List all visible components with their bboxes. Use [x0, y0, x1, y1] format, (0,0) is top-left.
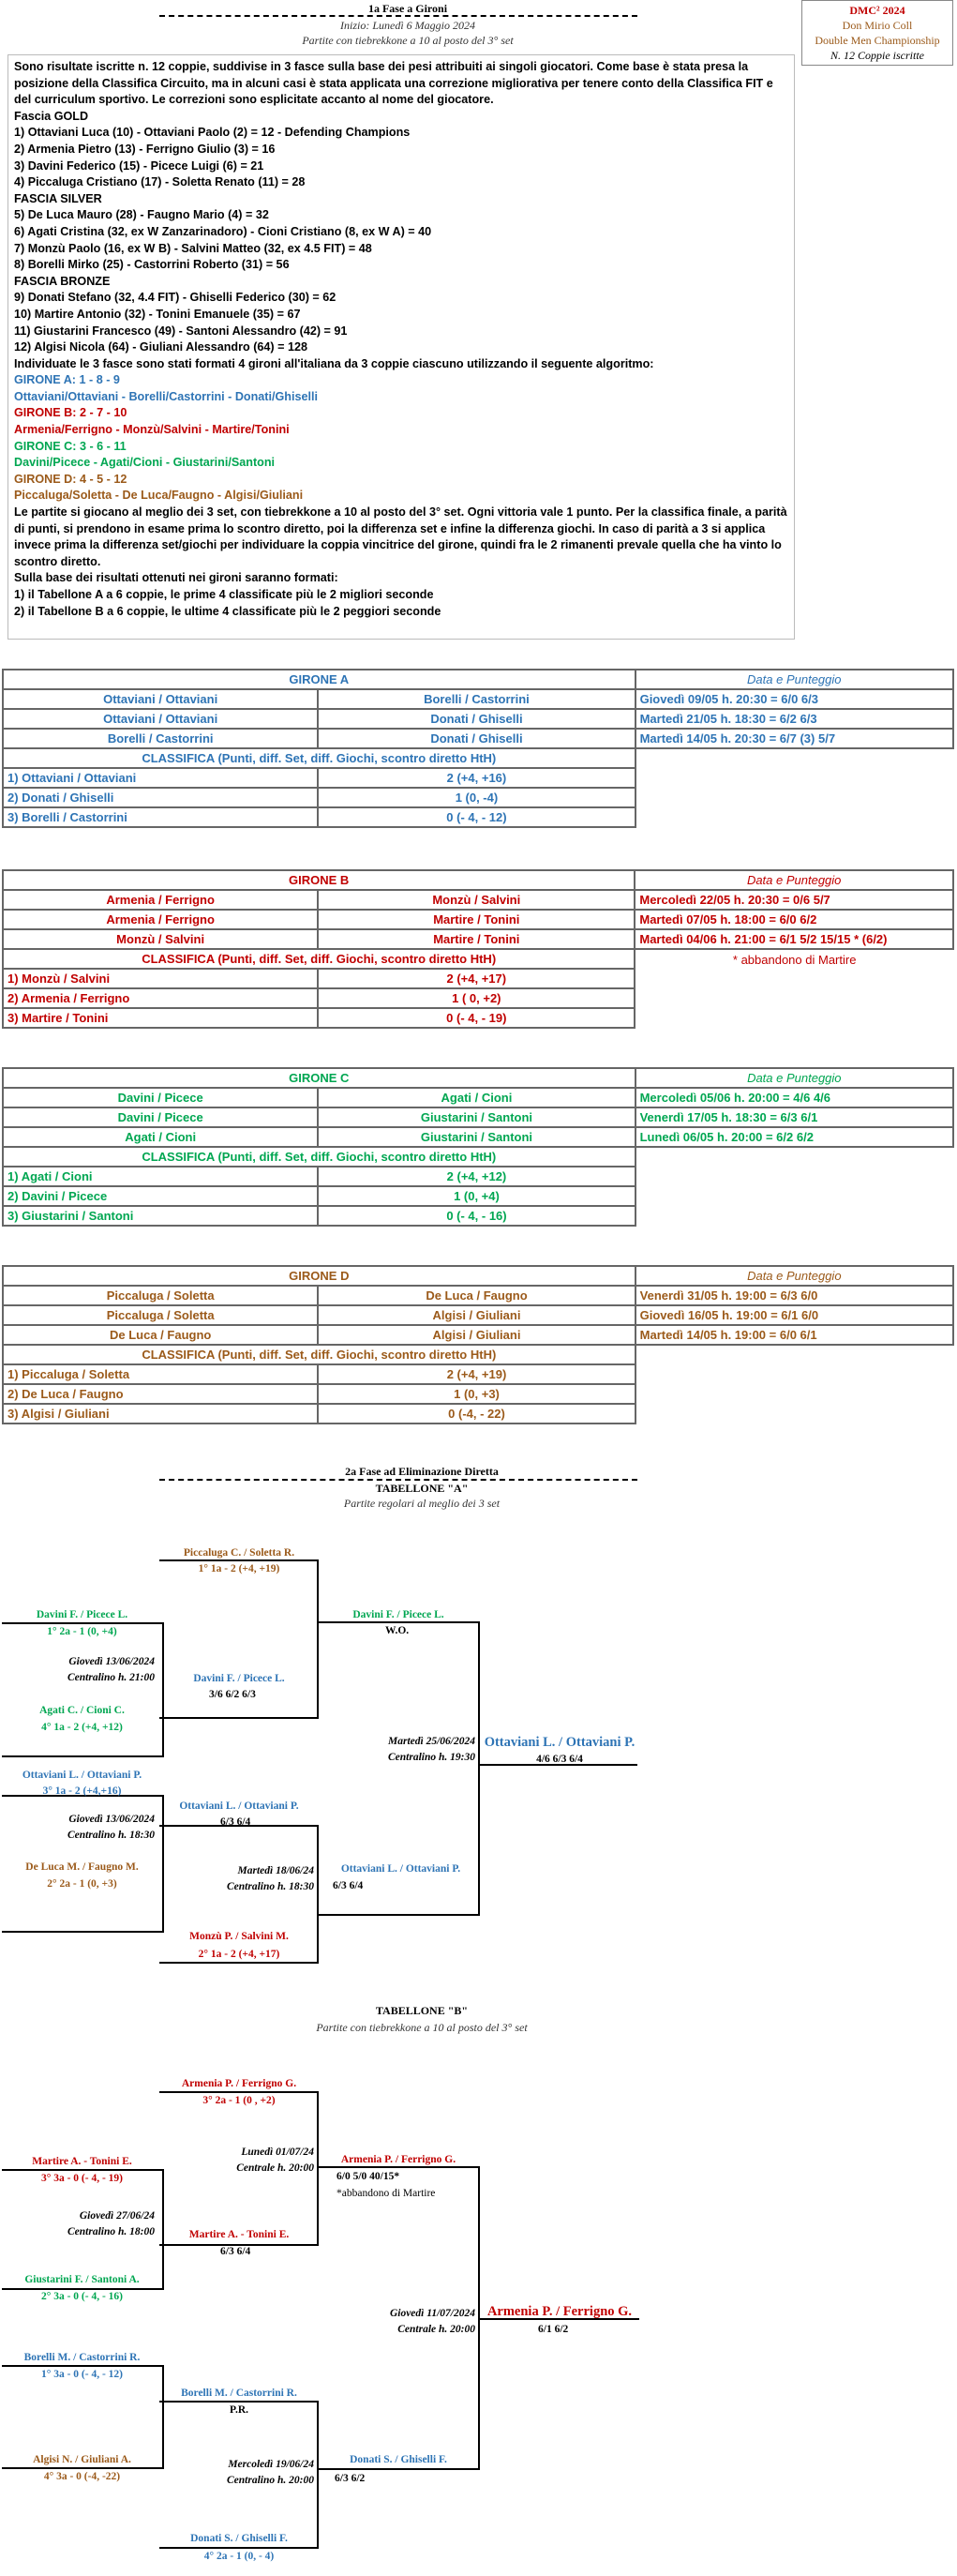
standing-score: 0 (- 4, - 12) [318, 807, 635, 827]
table-row [3, 1325, 953, 1345]
tabellone-b-sub: Partite con tiebrekkone a 10 al posto del 3° set [316, 2021, 528, 2034]
standing-team: 1) Monzù / Salvini [3, 969, 318, 988]
table-row [3, 1305, 953, 1325]
phase2-underline [159, 1479, 637, 1481]
match-away: Algisi / Giuliani [318, 1305, 635, 1325]
match-away: Borelli / Castorrini [318, 689, 635, 709]
match-home: Agati / Cioni [3, 1127, 318, 1147]
match-home: Ottaviani / Ottaviani [3, 709, 318, 729]
bracket-b-r0-1-team: Martire A. - Tonini E. [32, 2156, 132, 2167]
tabellone-a-sub: Partite regolari al meglio dei 3 set [343, 1497, 501, 1510]
bracket-b-sf1-date: Lunedì 01/07/24 [241, 2147, 314, 2158]
bracket-a-r0-4-team: De Luca M. / Faugno M. [25, 1861, 139, 1873]
standing-row [3, 1008, 953, 1028]
bracket-b-sf2-date: Mercoledì 19/06/24 [228, 2459, 314, 2470]
girone-c-head: GIRONE C: 3 - 6 - 11 [14, 439, 127, 453]
table-row [3, 1286, 953, 1305]
bracket-a-r1-bottom-seed: 2° 1a - 2 (+4, +17) [198, 1949, 280, 1960]
phase2-title: 2a Fase ad Eliminazione Diretta [345, 1465, 499, 1478]
standing-row [3, 1167, 953, 1186]
match-home: Armenia / Ferrigno [3, 890, 318, 910]
bracket-a-r0-2-seed: 4° 1a - 2 (+4, +12) [41, 1722, 123, 1733]
bracket-b-champion: Armenia P. / Ferrigno G. [486, 2304, 633, 2319]
standing-team: 1) Agati / Cioni [3, 1167, 318, 1186]
match-home: Piccaluga / Soletta [3, 1305, 318, 1325]
bracket-a-r0-1-connector [2, 1622, 164, 1757]
bracket-a-qf3-date: Martedì 18/06/24 [237, 1865, 314, 1876]
girone-c-list: Davini/Picece - Agati/Cioni - Giustarini/Santoni [14, 456, 276, 470]
standing-team: 2) Donati / Ghiselli [3, 788, 318, 807]
bracket-b-sf1-winner: Armenia P. / Ferrigno G. [340, 2154, 456, 2165]
silver-7: 7) Monzù Paolo (16, ex W B) - Salvini Matteo (32, ex 4.5 FIT) = 48 [14, 241, 372, 255]
table-row [3, 689, 953, 709]
standing-row [3, 969, 953, 988]
bracket-b-r0-3-team: Borelli M. / Castorrini R. [23, 2352, 141, 2363]
standing-team: 2) Armenia / Ferrigno [3, 988, 318, 1008]
bracket-a-r0-3-seed: 3° 1a - 2 (+4,+16) [42, 1785, 122, 1797]
gold-3: 3) Davini Federico (15) - Picece Luigi (6) = 21 [14, 158, 264, 173]
bronze-12: 12) Algisi Nicola (64) - Giuliani Alessandro (64) = 128 [14, 340, 307, 354]
match-away: Martire / Tonini [318, 929, 635, 949]
match-home: De Luca / Faugno [3, 1325, 318, 1345]
match-result: Giovedì 09/05 h. 20:30 = 6/0 6/3 [636, 689, 953, 709]
table-row [3, 729, 953, 748]
girone-c-title: GIRONE C [3, 1068, 636, 1088]
bracket-b-r0-1-date: Giovedì 27/06/24 [79, 2210, 155, 2222]
format-2: 2) il Tabellone B a 6 coppie, le ultime 4 classificate più le 2 peggiori seconde [14, 604, 441, 618]
bracket-b-r1-bottom-team: Donati S. / Ghiselli F. [190, 2533, 288, 2544]
table-row [3, 929, 953, 949]
bracket-b-qf2-winner: Borelli M. / Castorrini R. [181, 2388, 297, 2399]
match-away: Algisi / Giuliani [318, 1325, 635, 1345]
start-date: Inizio: Lunedì 6 Maggio 2024 [340, 19, 475, 32]
standing-team: 1) Ottaviani / Ottaviani [3, 768, 318, 788]
table-row [3, 709, 953, 729]
bracket-a-sf1-winner: Davini F. / Picece L. [352, 1609, 444, 1620]
match-home: Davini / Picece [3, 1107, 318, 1127]
girone-a-head: GIRONE A: 1 - 8 - 9 [14, 373, 120, 387]
match-home: Davini / Picece [3, 1088, 318, 1107]
match-home: Armenia / Ferrigno [3, 910, 318, 929]
bracket-b-sf1-score: 6/0 5/0 40/15* [336, 2171, 400, 2182]
standing-score: 2 (+4, +19) [318, 1364, 635, 1384]
girone-a-list: Ottaviani/Ottaviani - Borelli/Castorrini - Donati/Ghiselli [14, 389, 318, 403]
fascia-silver: FASCIA SILVER [14, 191, 102, 205]
girone-d-list: Piccaluga/Soletta - De Luca/Faugno - Algisi/Giuliani [14, 489, 304, 503]
girone-b-list: Armenia/Ferrigno - Monzù/Salvini - Martire/Tonini [14, 423, 290, 437]
dmc-line2: Don Mirio Coll [842, 19, 913, 32]
girone-d-standings-header: CLASSIFICA (Punti, diff. Set, diff. Giochi, scontro diretto HtH) [3, 1345, 636, 1364]
girone-d-title: GIRONE D [3, 1266, 636, 1286]
match-result: Martedì 14/05 h. 20:30 = 6/7 (3) 5/7 [636, 729, 953, 748]
bracket-b-qf1-winner: Martire A. - Tonini E. [188, 2229, 290, 2240]
match-result: Venerdì 31/05 h. 19:00 = 6/3 6/0 [636, 1286, 953, 1305]
standing-team: 3) Algisi / Giuliani [3, 1404, 318, 1424]
bronze-9: 9) Donati Stefano (32, 4.4 FIT) - Ghiselli Federico (30) = 62 [14, 291, 336, 305]
match-away: Giustarini / Santoni [318, 1107, 635, 1127]
intro-panel [7, 54, 795, 640]
standing-team: 3) Borelli / Castorrini [3, 807, 318, 827]
bracket-b-r0-4-team: Algisi N. / Giuliani A. [33, 2454, 131, 2465]
bracket-a-r0-1-team: Davini F. / Picece L. [36, 1609, 128, 1620]
table-row [3, 1127, 953, 1147]
standing-score: 0 (-4, - 22) [318, 1404, 635, 1424]
bracket-a-r0-2-team: Agati C. / Cioni C. [39, 1705, 125, 1716]
table-row [3, 890, 953, 910]
match-home: Monzù / Salvini [3, 929, 318, 949]
bracket-b-sf1-court: Centrale h. 20:00 [236, 2162, 314, 2174]
bracket-b-qf2-score: P.R. [230, 2404, 249, 2416]
bracket-b-r0-3-seed: 1° 3a - 0 (- 4, - 12) [41, 2369, 123, 2380]
standing-row [3, 1384, 953, 1404]
format-1: 1) il Tabellone A a 6 coppie, le prime 4 classificate più le 2 migliori seconde [14, 588, 434, 601]
bracket-b-r0-4-seed: 4° 3a - 0 (-4, -22) [43, 2471, 121, 2482]
match-away: Donati / Ghiselli [318, 729, 635, 748]
intro-paragraph: Sono risultate iscritte n. 12 coppie, suddivise in 3 fasce sulla base dei pesi attribuiti ai singoli giocatori. Come base è stata presa la posizione della Classifica Circuito, ma in alcuni casi è stata applicata una correzione migliorativa per tenere conto della Classifica FIT e del curriculum sportivo. Le correzioni sono esplicitate accanto al nome del giocatore. [14, 60, 773, 107]
bracket-b-sf2-score: 6/3 6/2 [335, 2473, 366, 2484]
bracket-a-qf1-winner: Davini F. / Picece L. [193, 1673, 285, 1684]
girone-b-table [2, 869, 954, 1029]
standing-score: 2 (+4, +12) [318, 1167, 635, 1186]
girone-b-title: GIRONE B [3, 870, 635, 890]
match-away: Martire / Tonini [318, 910, 635, 929]
silver-8: 8) Borelli Mirko (25) - Castorrini Roberto (31) = 56 [14, 258, 290, 272]
match-home: Borelli / Castorrini [3, 729, 318, 748]
bracket-a-sf2-winner: Ottaviani L. / Ottaviani P. [340, 1863, 461, 1875]
bracket-a-r0-3-court: Centralino h. 18:30 [67, 1830, 155, 1841]
standing-row [3, 807, 953, 827]
bracket-b-r1-top-seed: 3° 2a - 1 (0 , +2) [202, 2095, 276, 2106]
bracket-b-sf1-note: *abbandono di Martire [336, 2188, 436, 2199]
girone-d-table [2, 1265, 954, 1424]
bracket-b-sf2-winner: Donati S. / Ghiselli F. [350, 2454, 447, 2465]
bracket-b-r0-1-seed: 3° 3a - 0 (- 4, - 19) [41, 2173, 123, 2184]
bracket-b-final-date: Giovedì 11/07/2024 [389, 2308, 475, 2319]
tabellone-b-title: TABELLONE "B" [375, 2004, 469, 2017]
girone-a-table [2, 669, 954, 828]
match-result: Martedì 14/05 h. 19:00 = 6/0 6/1 [636, 1325, 953, 1345]
standing-score: 2 (+4, +16) [318, 768, 635, 788]
bracket-a-r0-3-date: Giovedì 13/06/2024 [68, 1814, 155, 1825]
standing-row [3, 1206, 953, 1226]
bracket-a-qf1-score: 3/6 6/2 6/3 [209, 1689, 256, 1700]
standing-score: 1 ( 0, +2) [318, 988, 635, 1008]
bronze-10: 10) Martire Antonio (32) - Tonini Emanuele (35) = 67 [14, 307, 301, 321]
match-result: Mercoledì 22/05 h. 20:30 = 0/6 5/7 [635, 890, 953, 910]
table-row [3, 1088, 953, 1107]
match-away: De Luca / Faugno [318, 1286, 635, 1305]
standing-row [3, 1364, 953, 1384]
girone-b-head: GIRONE B: 2 - 7 - 10 [14, 406, 127, 420]
bracket-a-r1-bottom-team: Monzù P. / Salvini M. [189, 1931, 289, 1942]
fascia-bronze: FASCIA BRONZE [14, 274, 111, 288]
match-away: Giustarini / Santoni [318, 1127, 635, 1147]
bracket-a-r0-3-team: Ottaviani L. / Ottaviani P. [22, 1770, 142, 1781]
standing-row [3, 1186, 953, 1206]
standing-team: 3) Giustarini / Santoni [3, 1206, 318, 1226]
bracket-a-final-court: Centralino h. 19:30 [388, 1752, 475, 1763]
standing-row [3, 1404, 953, 1424]
tabellone-a-title: TABELLONE "A" [375, 1482, 469, 1495]
table-row [3, 910, 953, 929]
bracket-a-final-date: Martedì 25/06/2024 [388, 1736, 475, 1747]
dmc-line1: DMC² 2024 [849, 4, 905, 17]
phase1-title: 1a Fase a Gironi [367, 2, 448, 15]
table-row [3, 1107, 953, 1127]
girone-c-table [2, 1067, 954, 1227]
bracket-a-r1-top-seed: 1° 1a - 2 (+4, +19) [198, 1563, 280, 1574]
gold-4: 4) Piccaluga Cristiano (17) - Soletta Renato (11) = 28 [14, 175, 306, 189]
dmc-line4: N. 12 Coppie iscritte [830, 49, 924, 62]
bracket-b-r0-2-team: Giustarini F. / Santoni A. [24, 2274, 140, 2285]
dmc-line3: Double Men Championship [815, 34, 940, 47]
girone-b-note: * abbandono di Martire [732, 952, 857, 967]
bracket-a-r1-top-team: Piccaluga C. / Soletta R. [183, 1547, 295, 1559]
girone-c-standings-header: CLASSIFICA (Punti, diff. Set, diff. Giochi, scontro diretto HtH) [3, 1147, 636, 1167]
girone-a-date-header: Data e Punteggio [636, 670, 953, 689]
standing-score: 0 (- 4, - 19) [318, 1008, 635, 1028]
bracket-a-champion: Ottaviani L. / Ottaviani P. [484, 1735, 636, 1750]
standing-team: 3) Martire / Tonini [3, 1008, 318, 1028]
silver-6: 6) Agati Cristina (32, ex W Zanzarinadoro) - Cioni Cristiano (8, ex W A) = 40 [14, 224, 432, 238]
bracket-b-r0-2-seed: 2° 3a - 0 (- 4, - 16) [41, 2291, 123, 2302]
bronze-11: 11) Giustarini Francesco (49) - Santoni Alessandro (42) = 91 [14, 324, 348, 338]
dmc-logo-box [801, 0, 953, 66]
standing-score: 1 (0, +4) [318, 1186, 635, 1206]
match-result: Martedì 21/05 h. 18:30 = 6/2 6/3 [636, 709, 953, 729]
girone-b-date-header: Data e Punteggio [635, 870, 953, 890]
standing-score: 2 (+4, +17) [318, 969, 635, 988]
standing-score: 1 (0, +3) [318, 1384, 635, 1404]
match-result: Giovedì 16/05 h. 19:00 = 6/1 6/0 [636, 1305, 953, 1325]
bracket-b-final-score: 6/1 6/2 [538, 2324, 569, 2335]
match-away: Agati / Cioni [318, 1088, 635, 1107]
bracket-a-r0-1-court: Centralino h. 21:00 [67, 1672, 155, 1683]
match-home: Ottaviani / Ottaviani [3, 689, 318, 709]
bracket-b-r1-bottom-seed: 4° 2a - 1 (0, - 4) [203, 2551, 275, 2562]
bracket-a-final-score: 4/6 6/3 6/4 [536, 1754, 583, 1765]
standing-row [3, 988, 953, 1008]
standing-row [3, 768, 953, 788]
silver-5: 5) De Luca Mauro (28) - Faugno Mario (4) = 32 [14, 208, 269, 222]
girone-a-standings-header: CLASSIFICA (Punti, diff. Set, diff. Giochi, scontro diretto HtH) [3, 748, 636, 768]
tiebreak-note: Partite con tiebrekkone a 10 al posto del 3° set [302, 34, 514, 47]
gold-2: 2) Armenia Pietro (13) - Ferrigno Giulio (3) = 16 [14, 142, 276, 156]
standing-row [3, 788, 953, 807]
girone-b-standings-header: CLASSIFICA (Punti, diff. Set, diff. Giochi, scontro diretto HtH) [3, 949, 635, 969]
match-result: Lunedì 06/05 h. 20:00 = 6/2 6/2 [636, 1127, 953, 1147]
standing-score: 1 (0, -4) [318, 788, 635, 807]
bracket-a-qf2-winner: Ottaviani L. / Ottaviani P. [179, 1800, 299, 1812]
girone-d-date-header: Data e Punteggio [636, 1266, 953, 1286]
bracket-a-sf2-score: 6/3 6/4 [333, 1880, 364, 1891]
match-result: Mercoledì 05/06 h. 20:00 = 4/6 4/6 [636, 1088, 953, 1107]
gironi-intro: Individuate le 3 fasce sono stati formati 4 gironi all'italiana da 3 coppie ciascuno utilizzando il seguente algoritmo: [14, 356, 654, 370]
match-result: Martedì 04/06 h. 21:00 = 6/1 5/2 15/15 * (6/2) [635, 929, 953, 949]
match-result: Martedì 07/05 h. 18:00 = 6/0 6/2 [635, 910, 953, 929]
bracket-a-qf3-court: Centralino h. 18:30 [227, 1881, 314, 1892]
bracket-a-r0-4-seed: 2° 2a - 1 (0, +3) [47, 1878, 117, 1890]
bracket-a-r0-1-seed: 1° 2a - 1 (0, +4) [47, 1626, 117, 1637]
bracket-a-sf1-score: W.O. [385, 1625, 410, 1636]
bracket-a-qf2-score: 6/3 6/4 [220, 1816, 251, 1828]
rules-paragraph: Le partite si giocano al meglio dei 3 set, con tiebrekkone a 10 al posto del 3° set. Ogni vittoria vale 1 punto. Per la classifica finale, a parità di punti, si prendono in esame prima lo scontro diretto, poi la differenza set e infine la differenza giochi. In caso di parità a 3 si applica invece prima la differenza set/giochi per individuare la coppia vincitrice del girone, quindi fra le 2 rimanenti prevale quella che ha vinto lo scontro diretto. [14, 505, 787, 568]
bracket-a-r0-1-date: Giovedì 13/06/2024 [68, 1656, 155, 1667]
match-away: Monzù / Salvini [318, 890, 635, 910]
bracket-b-sf2-court: Centralino h. 20:00 [227, 2475, 314, 2486]
formats-intro: Sulla base dei risultati ottenuti nei gironi saranno formati: [14, 571, 338, 585]
girone-d-head: GIRONE D: 4 - 5 - 12 [14, 472, 127, 486]
bracket-b-r1-top-team: Armenia P. / Ferrigno G. [181, 2078, 297, 2089]
bracket-b-qf1-score: 6/3 6/4 [220, 2246, 251, 2257]
bracket-b-final-court: Centrale h. 20:00 [397, 2324, 475, 2335]
standing-team: 2) De Luca / Faugno [3, 1384, 318, 1404]
girone-a-title: GIRONE A [3, 670, 636, 689]
standing-score: 0 (- 4, - 16) [318, 1206, 635, 1226]
match-away: Donati / Ghiselli [318, 709, 635, 729]
gold-1: 1) Ottaviani Luca (10) - Ottaviani Paolo (2) = 12 - Defending Champions [14, 126, 411, 140]
match-home: Piccaluga / Soletta [3, 1286, 318, 1305]
match-result: Venerdì 17/05 h. 18:30 = 6/3 6/1 [636, 1107, 953, 1127]
fascia-gold: Fascia GOLD [14, 109, 89, 123]
standing-team: 2) Davini / Picece [3, 1186, 318, 1206]
title-underline [159, 15, 637, 17]
bracket-b-r0-1-court: Centralino h. 18:00 [67, 2226, 155, 2237]
standing-team: 1) Piccaluga / Soletta [3, 1364, 318, 1384]
girone-c-date-header: Data e Punteggio [636, 1068, 953, 1088]
